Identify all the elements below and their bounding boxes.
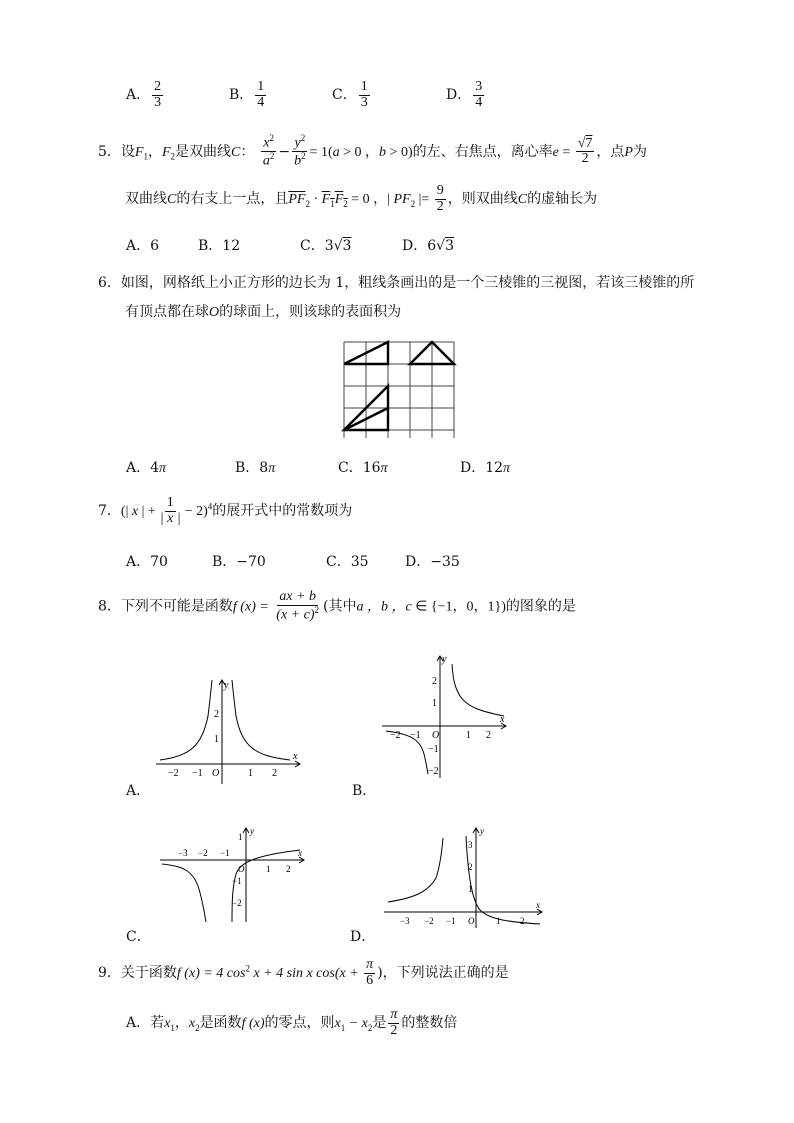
q4-option-c: C． $\frac{1}{3}$: [332, 79, 368, 110]
q7-option-c: C．35: [326, 554, 369, 570]
q9-option-a: A．若$x_1$，$x_2$是函数f (x)的零点，则$x_1 - x_2$是 $\frac{\pi}{2}$ 的整数倍: [126, 1007, 458, 1038]
svg-text:−3: −3: [400, 916, 410, 926]
svg-text:y: y: [442, 654, 447, 665]
q6-option-c: C．16π: [338, 460, 388, 476]
q4-option-d: D． $\frac{3}{4}$: [446, 79, 483, 110]
svg-text:−1: −1: [232, 876, 242, 886]
svg-text:−1: −1: [446, 916, 456, 926]
q6-option-b: B．8π: [235, 460, 276, 476]
q6-line2: 有顶点都在球O的球面上，则该球的表面积为: [125, 304, 402, 320]
svg-text:−2: −2: [168, 768, 179, 779]
q6-option-a: A．4π: [126, 460, 167, 476]
svg-text:−2: −2: [428, 766, 439, 777]
svg-text:O: O: [432, 730, 440, 741]
graph-b: [380, 654, 512, 780]
q7-line: 7．(| x | + $\frac{1}{| x |}$ − 2)$^4$的展开式中的常数项为: [98, 495, 353, 526]
svg-text:1: 1: [496, 916, 501, 926]
svg-text:−1: −1: [410, 730, 421, 741]
svg-text:2: 2: [272, 768, 277, 779]
svg-text:O: O: [468, 916, 475, 926]
svg-text:x: x: [298, 848, 302, 858]
svg-text:1: 1: [248, 768, 253, 779]
svg-text:2: 2: [214, 709, 219, 720]
svg-text:x: x: [293, 751, 298, 762]
curve-right: [452, 664, 504, 716]
graph-b-label: B．: [352, 783, 377, 799]
svg-text:−2: −2: [232, 898, 242, 908]
q5-option-c: C．3√3: [300, 238, 352, 254]
graph-c-label: C．: [126, 929, 151, 945]
svg-text:y: y: [250, 826, 254, 836]
q5-line2: 双曲线C的右支上一点，且$\overline{PF}_2 \cdot F_1F_2 = 0$ ，| $PF_2$ |= $\frac{9}{2}$ ，则双曲线C的虚轴长为: [125, 183, 598, 214]
svg-text:1: 1: [214, 734, 219, 745]
svg-text:1: 1: [266, 864, 271, 874]
svg-text:1: 1: [238, 832, 243, 842]
q7-option-a: A．70: [126, 554, 168, 570]
three-view-grid-figure: [340, 338, 460, 442]
svg-text:1: 1: [432, 698, 437, 709]
svg-text:−1: −1: [192, 768, 203, 779]
svg-text:−2: −2: [424, 916, 434, 926]
q6-line1: 6．如图，网格纸上小正方形的边长为 1，粗线条画出的是一个三棱锥的三视图，若该三棱锥的所: [98, 275, 695, 291]
svg-text:1: 1: [468, 884, 473, 894]
svg-text:1: 1: [466, 730, 471, 741]
q5-option-d: D．6√3: [402, 238, 454, 254]
graph-c: [158, 826, 310, 926]
curve-right: [232, 680, 290, 760]
svg-text:2: 2: [520, 916, 525, 926]
svg-text:O: O: [238, 864, 245, 874]
graph-d: [380, 826, 550, 930]
graph-a: [150, 676, 310, 786]
svg-text:x: x: [536, 900, 540, 910]
curve-right: [232, 850, 300, 922]
q5-line1: 5．设$F_1$，$F_2$是双曲线C： $\frac{x^2}{a^2}$ − $\frac{y^2}{b^2}$ = 1(a > 0 ，b > 0)的左、右焦点，离心率e = $\frac{√7}{2}$ ，点P为: [98, 133, 647, 169]
svg-text:−1: −1: [220, 848, 230, 858]
graph-d-label: D．: [350, 929, 376, 945]
q9-line: 9．关于函数f (x) = 4 $\cos^2 x + 4$ sin x cos(x + $\frac{\pi}{6}$ )，下列说法正确的是: [98, 957, 509, 988]
curve-right: [466, 836, 540, 924]
svg-text:3: 3: [468, 840, 473, 850]
svg-text:2: 2: [468, 862, 473, 872]
svg-text:2: 2: [286, 864, 291, 874]
svg-text:2: 2: [432, 676, 437, 687]
q7-option-d: D．−35: [405, 554, 460, 570]
svg-text:−1: −1: [428, 744, 439, 755]
svg-text:−3: −3: [178, 848, 188, 858]
q6-option-d: D．12π: [460, 460, 511, 476]
curve-left: [160, 680, 212, 760]
svg-text:y: y: [480, 826, 484, 836]
q4-option-b: B． $\frac{1}{4}$: [229, 79, 265, 110]
curve-left: [162, 864, 206, 922]
q5-option-a: A．6: [126, 238, 160, 254]
svg-text:−2: −2: [198, 848, 208, 858]
q7-option-b: B．−70: [212, 554, 266, 570]
svg-text:O: O: [212, 768, 220, 779]
curve-left: [388, 838, 443, 902]
svg-text:y: y: [224, 680, 229, 691]
q8-line: 8．下列不可能是函数f (x) = $\frac{ax + b}{(x + c)^2}$ (其中a ，b ，c ∈ {−1，0，1})的图象的是: [98, 589, 576, 623]
q4-option-a: A． $\frac{2}{3}$: [126, 79, 162, 110]
svg-text:x: x: [500, 714, 505, 725]
svg-text:−2: −2: [390, 730, 401, 741]
graph-a-label: A．: [126, 783, 151, 799]
q5-option-b: B．12: [198, 238, 241, 254]
svg-text:2: 2: [486, 730, 491, 741]
